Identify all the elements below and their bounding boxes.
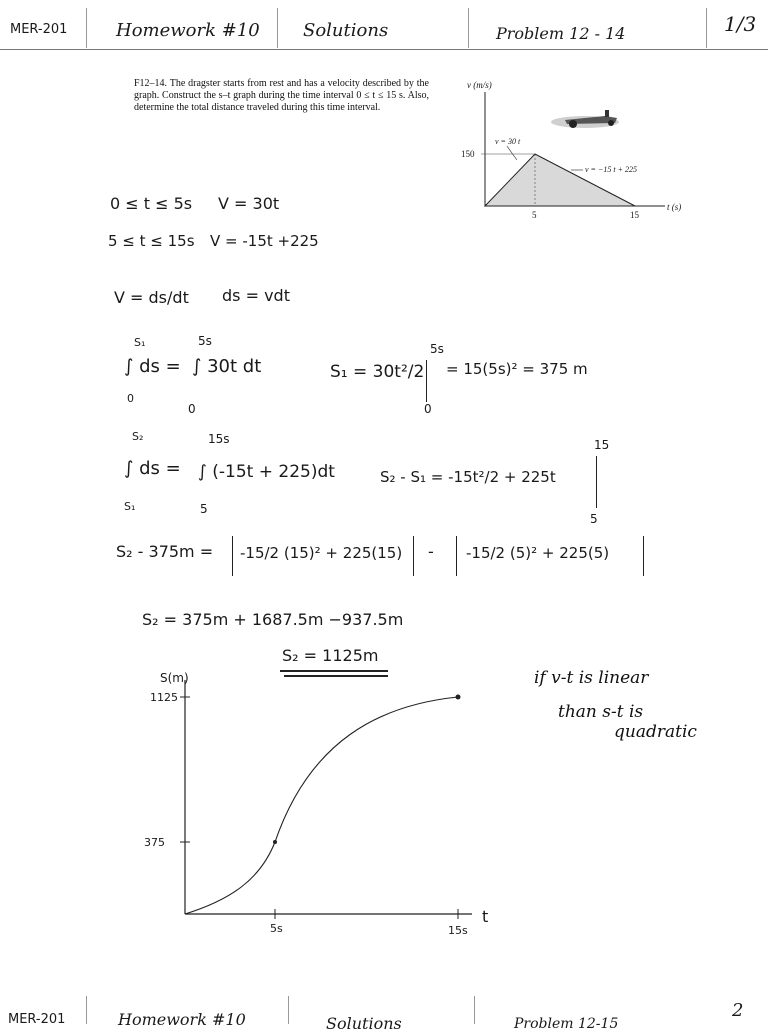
- integral-1-upper-t: 5s: [198, 334, 212, 348]
- header-divider: [86, 996, 87, 1024]
- header-divider: [474, 996, 475, 1024]
- header-divider: [288, 996, 289, 1024]
- note-line-2: than s-t is: [558, 702, 644, 722]
- st-curve: [185, 697, 458, 914]
- vt-x-tick: 5: [532, 210, 537, 220]
- s2-sum: S₂ = 375m + 1687.5m −937.5m: [142, 610, 404, 629]
- vt-figure: [455, 74, 705, 224]
- integral-2-upper-s: S₂: [132, 430, 144, 443]
- separation-step: ds = vdt: [222, 286, 290, 305]
- velocity-definition: V = ds/dt: [114, 288, 189, 307]
- eval-2-bar: [596, 456, 597, 508]
- s2-result: S₂ = 1125m: [282, 646, 379, 665]
- dragster-image: [551, 110, 619, 128]
- eval-1-lower: 0: [424, 402, 432, 416]
- document-title: Solutions: [303, 20, 389, 41]
- problem-number: Problem 12 - 14: [496, 24, 626, 43]
- st-y-tick: 1125: [150, 691, 178, 704]
- course-code: MER-201: [10, 22, 68, 37]
- problem-statement: [134, 78, 429, 114]
- velocity-1: V = 30t: [218, 194, 280, 213]
- s1-expression: S₁ = 30t²/2: [330, 362, 425, 382]
- vt-label-rise: v = 30 t: [495, 137, 521, 146]
- s2-expression: S₂ - S₁ = -15t²/2 + 225t: [380, 468, 556, 486]
- integral-2-lhs: ∫ ds =: [124, 458, 181, 479]
- st-x-tick: 15s: [448, 924, 468, 937]
- integral-1-rhs: ∫ 30t dt: [192, 356, 262, 377]
- integral-2-lower-t: 5: [200, 502, 208, 516]
- st-x-tick: 5s: [270, 922, 283, 935]
- page-number: 1/3: [724, 12, 757, 36]
- header-divider: [86, 8, 87, 48]
- integral-1-lower-s: 0: [127, 392, 134, 405]
- s1-evaluation: = 15(5s)² = 375 m: [446, 360, 588, 378]
- st-point: [273, 840, 277, 844]
- eval-1-upper: 5s: [430, 342, 444, 356]
- integral-2-upper-t: 15s: [208, 432, 230, 446]
- vt-label-fall: v = −15 t + 225: [585, 165, 637, 174]
- interval-2: 5 ≤ t ≤ 15s: [108, 232, 195, 250]
- eval-2-lower: 5: [590, 512, 598, 526]
- header-divider: [706, 8, 707, 48]
- problem-body: The dragster starts from rest and has a velocity described by the graph. Construct the s–t graph during the time interval 0 ≤ t ≤ 15 s. Also, determine the total distance traveled during this time interval.: [134, 78, 429, 113]
- substitution-bracket-2: -15/2 (5)² + 225(5): [466, 544, 610, 562]
- integral-2-lower-s: S₁: [124, 500, 136, 513]
- vt-area: [485, 154, 635, 206]
- header-divider: [277, 8, 278, 48]
- st-x-label: t: [482, 907, 489, 926]
- st-y-label: S(m): [160, 671, 189, 685]
- eval-1-bar: [426, 360, 427, 402]
- next-page-number: 2: [732, 1000, 744, 1021]
- integral-2-rhs: ∫ (-15t + 225)dt: [198, 462, 335, 482]
- integral-1-lhs: ∫ ds =: [124, 356, 181, 377]
- integral-1-lower-t: 0: [188, 402, 196, 416]
- note-line-3: quadratic: [614, 722, 697, 742]
- substitution-bracket-1: -15/2 (15)² + 225(15): [240, 544, 403, 562]
- substitution-lhs: S₂ - 375m =: [116, 542, 214, 561]
- next-document-title: Solutions: [326, 1014, 402, 1033]
- problem-id: F12–14.: [134, 78, 168, 89]
- integral-1-upper-s: S₁: [134, 336, 146, 349]
- vt-y-tick: 150: [461, 149, 475, 159]
- next-course-code: MER-201: [8, 1012, 66, 1027]
- header-rule: [0, 49, 768, 50]
- velocity-2: V = -15t +225: [210, 232, 319, 250]
- interval-1: 0 ≤ t ≤ 5s: [110, 194, 193, 213]
- vt-y-axis-label: v (m/s): [467, 80, 492, 90]
- eval-2-upper: 15: [594, 438, 610, 452]
- vt-x-tick: 15: [630, 210, 639, 220]
- st-graph: [120, 660, 520, 950]
- note-line-1: if v-t is linear: [534, 668, 649, 688]
- next-problem-number: Problem 12-15: [514, 1016, 619, 1032]
- st-y-tick: 375: [144, 836, 165, 849]
- homework-title: Homework #10: [116, 20, 260, 41]
- st-point: [456, 695, 461, 700]
- vt-x-axis-label: t (s): [667, 202, 682, 212]
- header-divider: [468, 8, 469, 48]
- substitution-minus: -: [428, 542, 434, 561]
- next-homework-title: Homework #10: [118, 1010, 246, 1029]
